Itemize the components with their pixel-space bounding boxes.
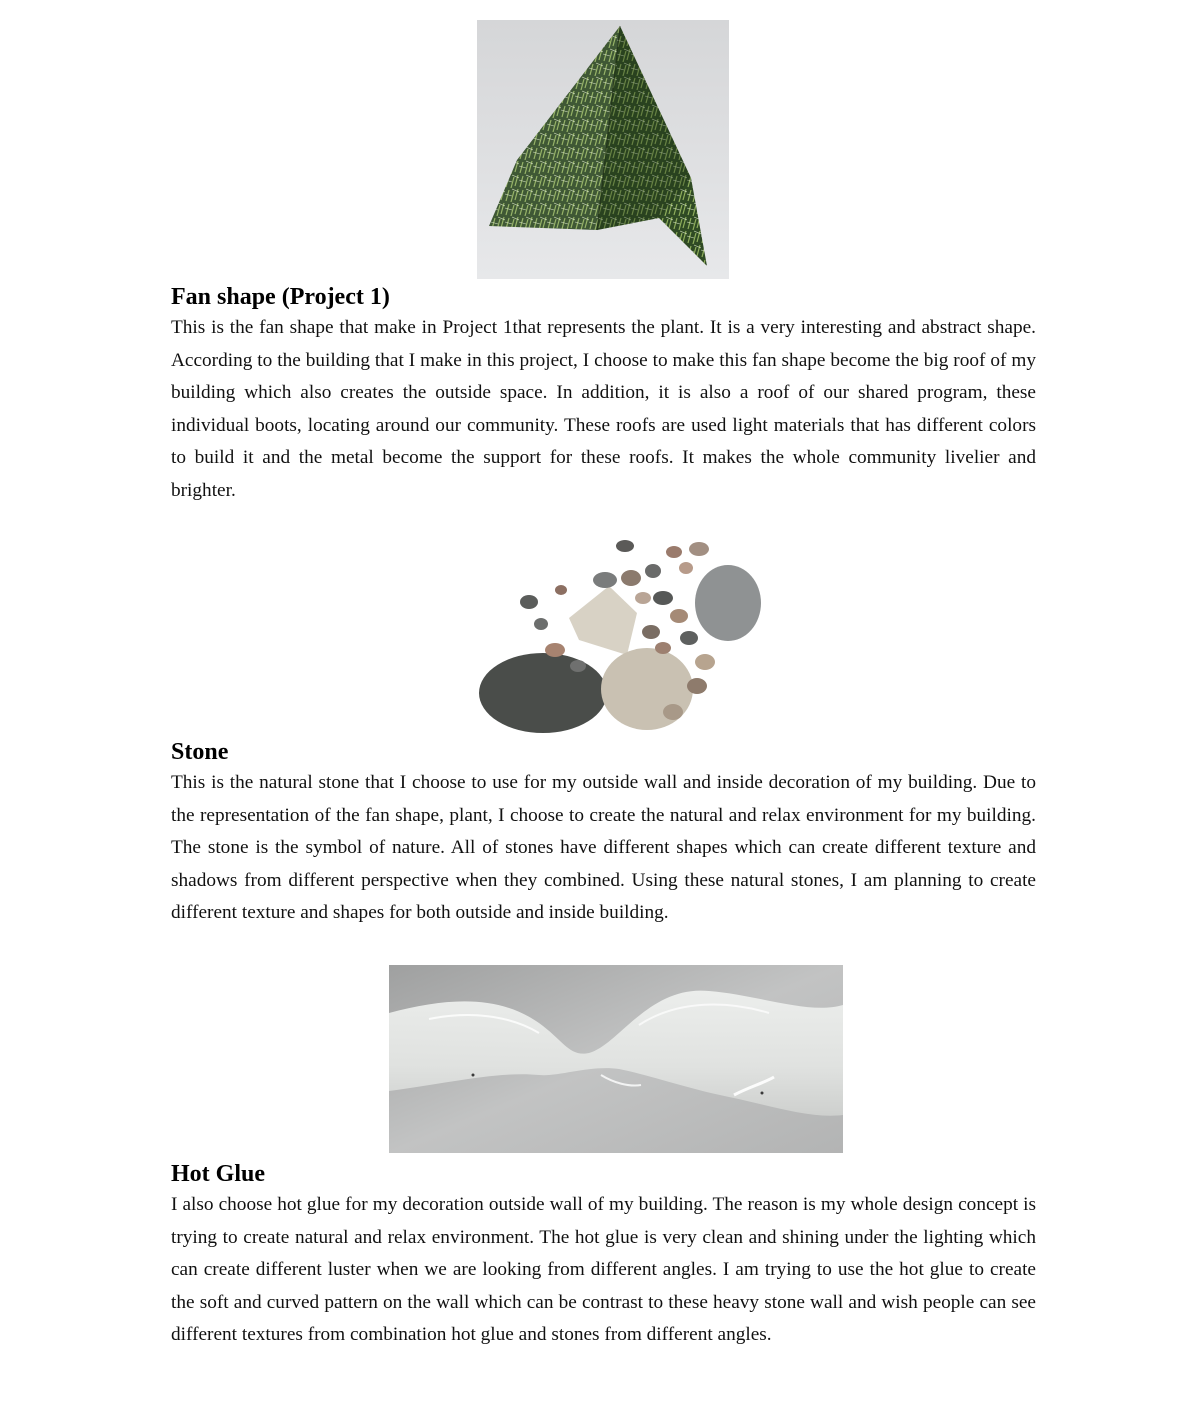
section-heading-stone: Stone — [171, 739, 229, 765]
section-body-stone: This is the natural stone that I choose to use for my outside wall and inside decoration of my building. Due to the representation of the fan shape, plant, I choose to create the natural and relax environment for my building. The stone is the symbol of nature. All of stones have different shapes which can create different texture and shadows from different perspective when they combined. Using these natural stones, I am planning to create different texture and shapes for both outside and inside building. — [171, 772, 1036, 923]
section-heading-fan-shape: Fan shape (Project 1) — [171, 284, 390, 310]
section-body-hot-glue: I also choose hot glue for my decoration outside wall of my building. The reason is my whole design concept is trying to create natural and relax environment. The hot glue is very clean and shining under the lighting which can create different luster when we are looking from different angles. I am trying to use the hot glue to create the soft and curved pattern on the wall which can be contrast to these heavy stone wall and wish people can see different textures from combination hot glue and stones from different angles. — [171, 1194, 1036, 1345]
section-body-fan-shape: This is the fan shape that make in Project 1that represents the plant. It is a very interesting and abstract shape. According to the building that I make in this project, I choose to make this fan shape become the big roof of my building which also creates the outside space. In addition, it is also a roof of our shared program, these individual boots, locating around our community. These roofs are used light materials that has different colors to build it and the metal become the support for these roofs. It makes the whole community livelier and brighter. — [171, 317, 1036, 501]
fan-shape-model-photo — [477, 20, 729, 279]
stones-photo — [477, 540, 761, 733]
section-heading-hot-glue: Hot Glue — [171, 1161, 265, 1187]
hot-glue-photo — [389, 965, 843, 1153]
